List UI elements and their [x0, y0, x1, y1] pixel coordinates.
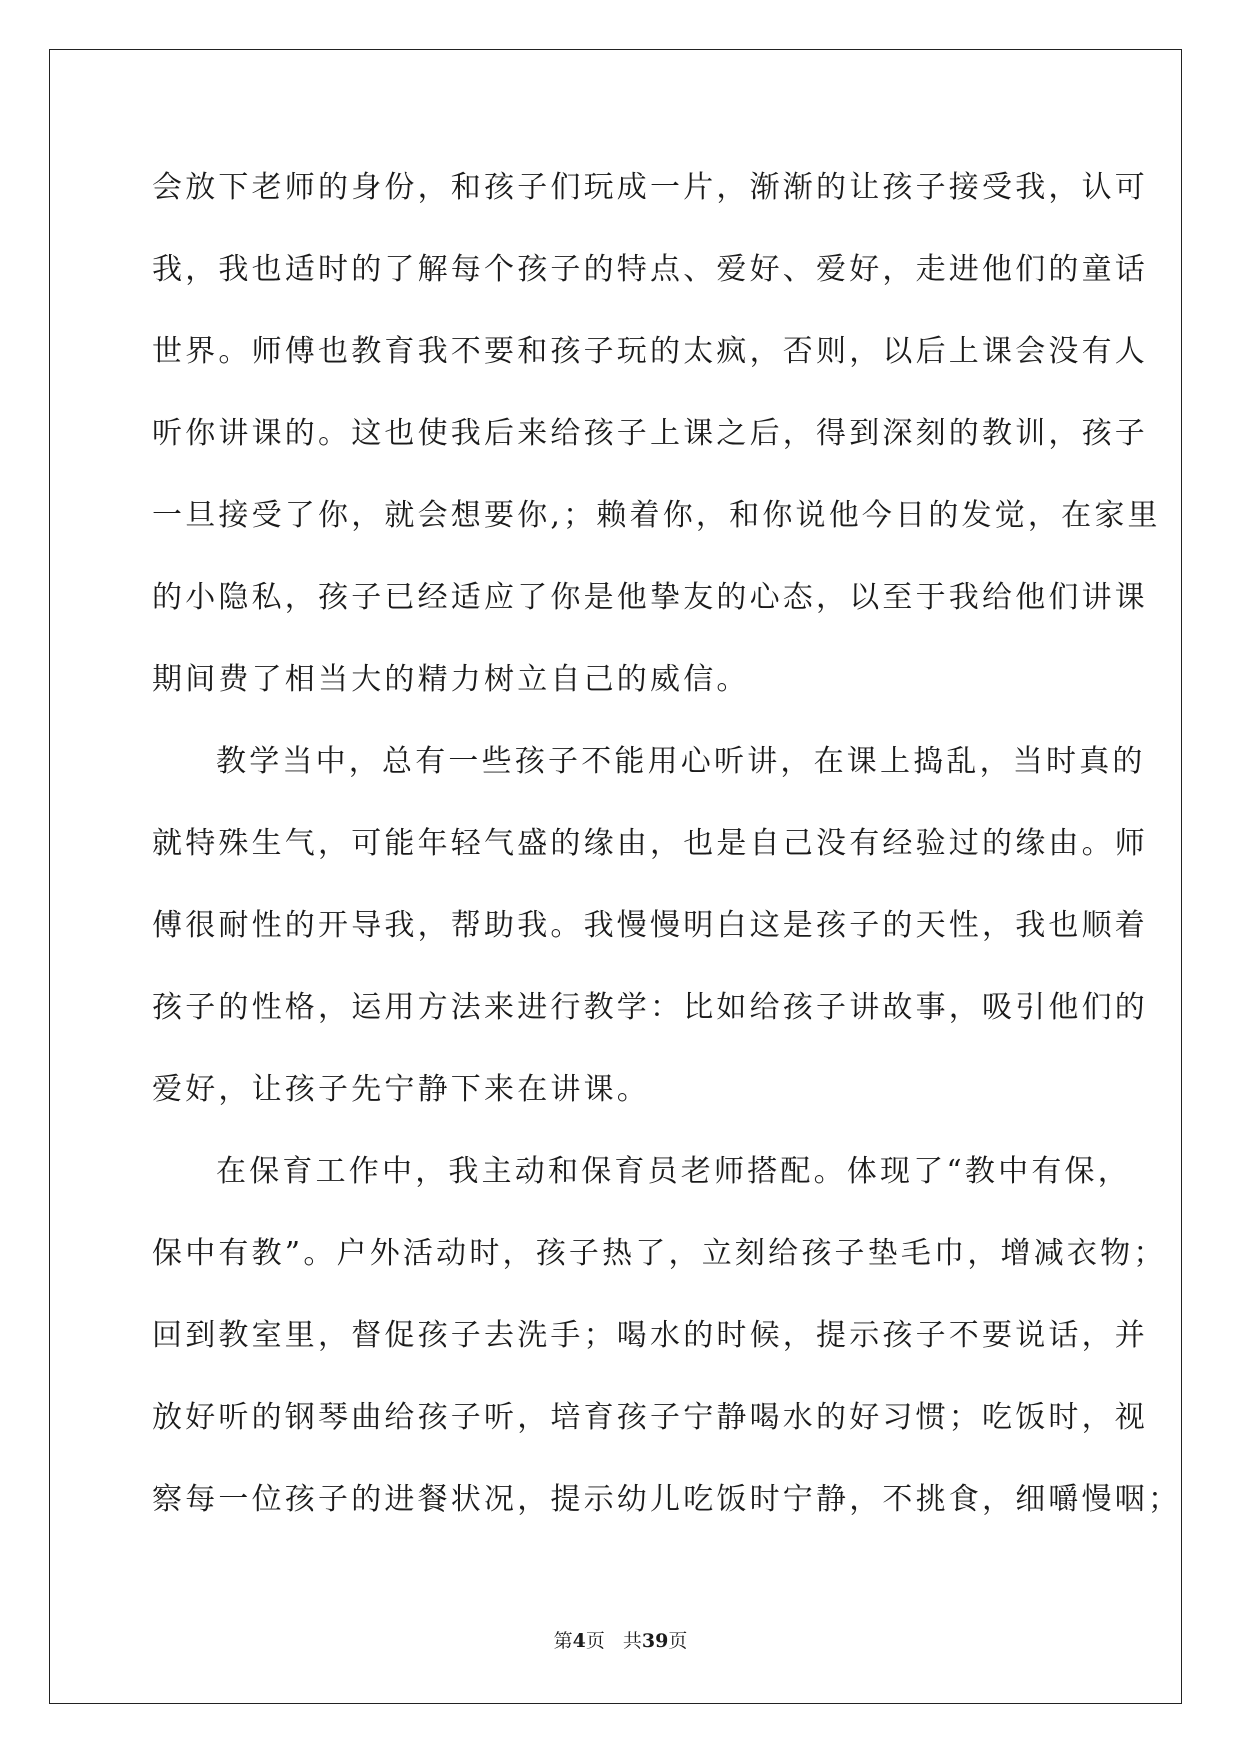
total-prefix: 共 [622, 1630, 642, 1652]
text-line: 就特殊生气，可能年轻气盛的缘由，也是自己没有经验过的缘由。师 [152, 826, 1148, 861]
page-number: 4 [572, 1630, 586, 1652]
text-line: 保中有教”。户外活动时，孩子热了，立刻给孩子垫毛巾，增减衣物； [152, 1236, 1167, 1271]
page-suffix: 页 [585, 1630, 605, 1652]
page-footer [0, 1626, 1241, 1653]
text-line: 教学当中，总有一些孩子不能用心听讲，在课上捣乱，当时真的 [216, 744, 1146, 779]
text-line: 在保育工作中，我主动和保育员老师搭配。体现了“教中有保， [216, 1154, 1131, 1189]
text-line: 的小隐私，孩子已经适应了你是他挚友的心态，以至于我给他们讲课 [152, 580, 1148, 615]
text-line: 一旦接受了你，就会想要你,；赖着你，和你说他今日的发觉，在家里 [152, 498, 1161, 533]
text-line: 放好听的钢琴曲给孩子听，培育孩子宁静喝水的好习惯；吃饭时，视 [152, 1400, 1148, 1435]
total-suffix: 页 [668, 1630, 688, 1652]
text-line: 孩子的性格，运用方法来进行教学：比如给孩子讲故事，吸引他们的 [152, 990, 1148, 1025]
page-prefix: 第 [553, 1630, 573, 1652]
paragraph-2 [152, 721, 1148, 1131]
text-line: 爱好，让孩子先宁静下来在讲课。 [152, 1072, 650, 1107]
text-line: 听你讲课的。这也使我后来给孩子上课之后，得到深刻的教训，孩子 [152, 416, 1148, 451]
paragraph-3 [152, 1131, 1182, 1541]
text-line: 我，我也适时的了解每个孩子的特点、爱好、爱好，走进他们的童话 [152, 252, 1148, 287]
document-body [152, 147, 1182, 1541]
text-line: 世界。师傅也教育我不要和孩子玩的太疯，否则，以后上课会没有人 [152, 334, 1148, 369]
text-line: 回到教室里，督促孩子去洗手；喝水的时候，提示孩子不要说话，并 [152, 1318, 1148, 1353]
text-line: 察每一位孩子的进餐状况，提示幼儿吃饭时宁静，不挑食，细嚼慢咽； [152, 1482, 1182, 1517]
text-line: 会放下老师的身份，和孩子们玩成一片，渐渐的让孩子接受我，认可 [152, 170, 1148, 205]
text-line: 期间费了相当大的精力树立自己的威信。 [152, 662, 750, 697]
total-pages: 39 [641, 1630, 669, 1652]
text-line: 傅很耐性的开导我，帮助我。我慢慢明白这是孩子的天性，我也顺着 [152, 908, 1148, 943]
paragraph-1 [152, 147, 1161, 721]
